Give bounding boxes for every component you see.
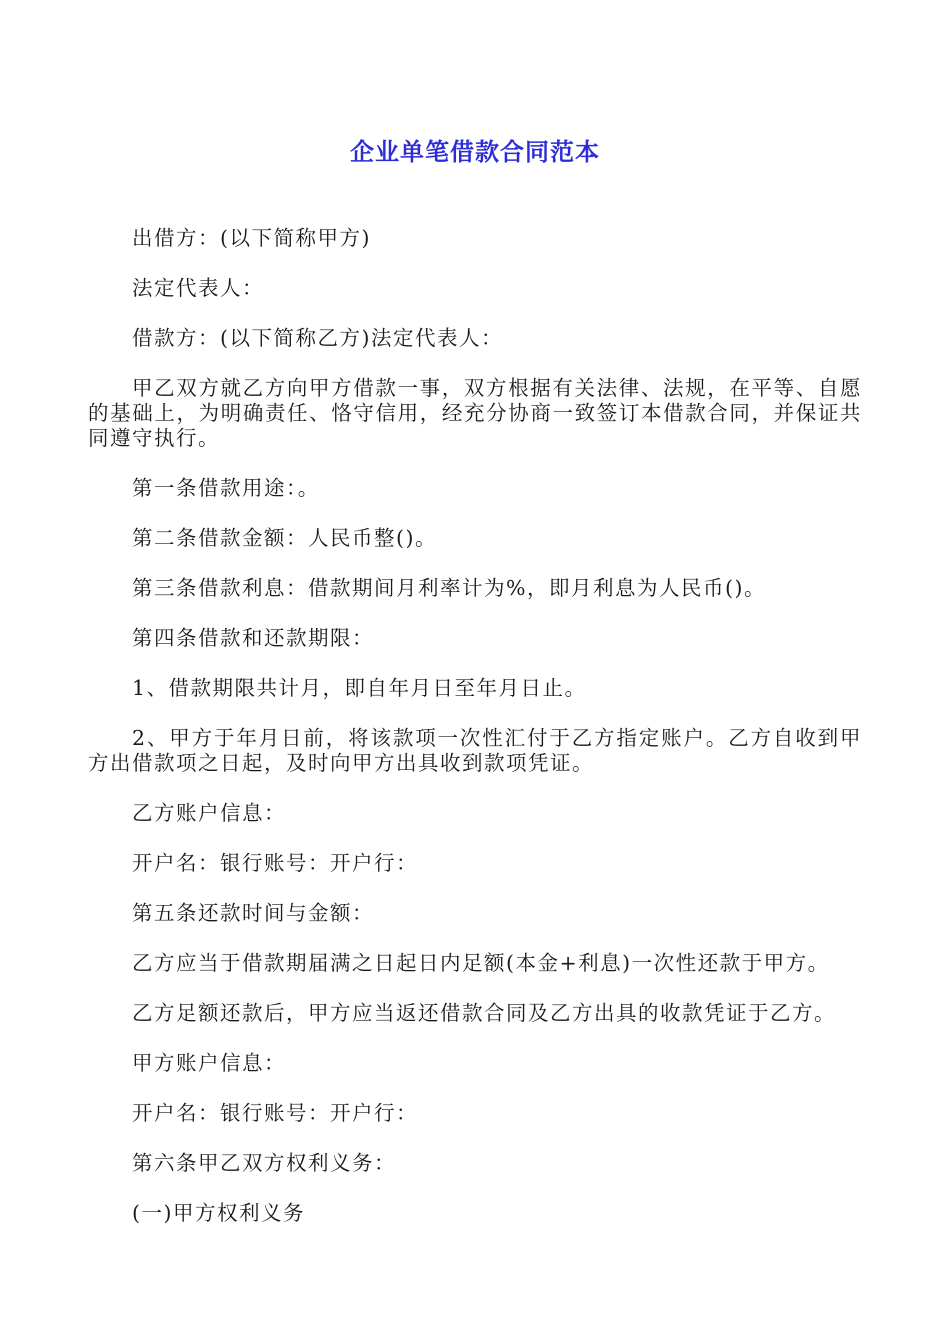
- paragraph-borrower: 借款方：(以下简称乙方)法定代表人：: [132, 326, 503, 350]
- paragraph-term-1: 1、借款期限共计月，即自年月日至年月日止。: [132, 676, 587, 700]
- paragraph-lender-account-heading: 甲方账户信息：: [132, 1051, 286, 1075]
- paragraph-borrower-account-fields: 开户名：银行账号：开户行：: [132, 851, 418, 875]
- paragraph-article-6: 第六条甲乙双方权利义务：: [132, 1151, 396, 1175]
- document-title: 企业单笔借款合同范本: [350, 138, 600, 166]
- paragraph-lender-rights: (一)甲方权利义务: [132, 1201, 305, 1225]
- paragraph-article-4: 第四条借款和还款期限：: [132, 626, 374, 650]
- paragraph-term-2: 2、甲方于年月日前，将该款项一次性汇付于乙方指定账户。乙方自收到甲方出借款项之日起，及时向甲方出具收到款项凭证。: [88, 726, 862, 775]
- paragraph-article-3: 第三条借款利息：借款期间月利率计为%，即月利息为人民币()。: [132, 576, 766, 600]
- paragraph-repayment-1: 乙方应当于借款期届满之日起日内足额(本金+利息)一次性还款于甲方。: [132, 951, 830, 975]
- paragraph-article-1: 第一条借款用途：。: [132, 476, 320, 500]
- paragraph-legal-rep: 法定代表人：: [132, 276, 264, 300]
- paragraph-lender: 出借方：(以下简称甲方): [132, 226, 371, 250]
- paragraph-lender-account-fields: 开户名：银行账号：开户行：: [132, 1101, 418, 1125]
- paragraph-borrower-account-heading: 乙方账户信息：: [132, 801, 286, 825]
- paragraph-article-2: 第二条借款金额：人民币整()。: [132, 526, 437, 550]
- paragraph-article-5: 第五条还款时间与金额：: [132, 901, 374, 925]
- paragraph-preamble: 甲乙双方就乙方向甲方借款一事，双方根据有关法律、法规，在平等、自愿的基础上，为明确责任、恪守信用，经充分协商一致签订本借款合同，并保证共同遵守执行。: [88, 376, 862, 450]
- contract-body: [88, 226, 862, 1251]
- paragraph-repayment-2: 乙方足额还款后，甲方应当返还借款合同及乙方出具的收款凭证于乙方。: [132, 1001, 836, 1025]
